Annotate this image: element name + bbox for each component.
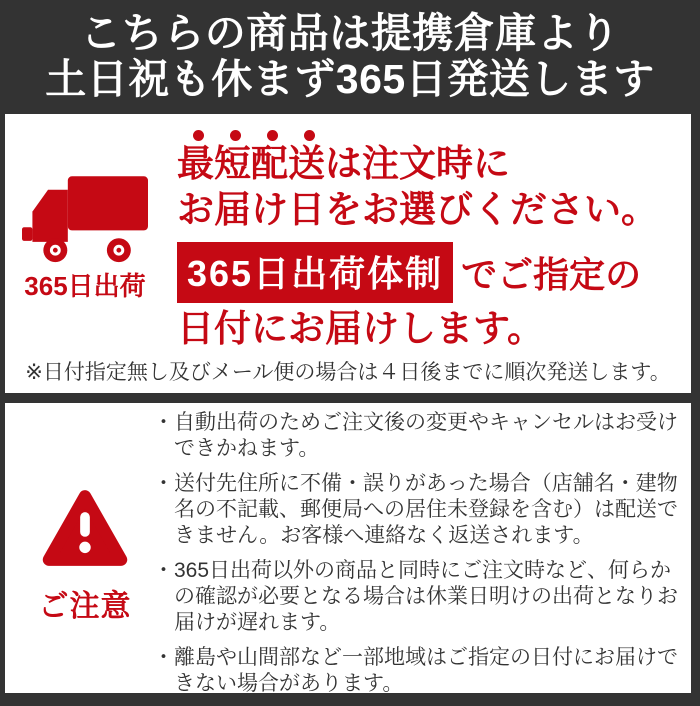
headline-line1: 最短配送は注文時に: [177, 143, 510, 184]
after-badge-text: でご指定の: [461, 254, 642, 295]
caution-item: [153, 471, 687, 549]
caution-label: ご注意: [38, 590, 132, 623]
caution-item-text: 365日出荷以外の商品と同時にご注文時など、何らかの確認が必要となる場合は休業日明けの出荷となりお届けが遅れます。: [174, 559, 678, 634]
emphasis-dot: [230, 130, 241, 141]
truck-label: 365日出荷: [24, 271, 146, 301]
caution-item-text: 自動出荷のためご注文後の変更やキャンセルはお受けできかねます。: [174, 411, 678, 460]
emphasis-dot: [267, 130, 278, 141]
top-banner: [0, 0, 700, 114]
banner-line2: 土日祝も休まず365日発送します: [45, 56, 655, 102]
shipping-panel: [5, 114, 691, 393]
caution-item: [153, 410, 687, 462]
headline-line4: 日付にお届けします。: [177, 308, 545, 349]
bullet-mark: ・: [153, 411, 174, 434]
caution-panel: [5, 403, 691, 693]
caution-block: [35, 485, 135, 625]
caution-item: [153, 558, 687, 636]
headline-line3: [177, 242, 685, 303]
bullet-mark: ・: [153, 646, 174, 669]
emphasis-dot: [304, 130, 315, 141]
caution-list: [153, 410, 687, 706]
warning-triangle-icon: [41, 485, 129, 571]
bullet-mark: ・: [153, 472, 174, 495]
banner-line1: こちらの商品は提携倉庫より: [80, 10, 620, 57]
caution-item-text: 送付先住所に不備・誤りがあった場合（店舗名・建物名の不記載、郵便局への居住未登録を含む）は配送できません。お客様へ連絡なく返送されます。: [174, 472, 678, 547]
delivery-truck-icon: [22, 176, 148, 264]
caution-item-text: 離島や山間部など一部地域はご指定の日付にお届けできない場合があります。: [174, 646, 678, 695]
shipping-note: ※日付指定無し及びメール便の場合は４日後までに順次発送します。: [25, 361, 671, 384]
bullet-mark: ・: [153, 559, 174, 582]
caution-item: [153, 645, 687, 697]
truck-block: [22, 176, 148, 303]
emphasis-dot: [193, 130, 204, 141]
emphasis-dots: [177, 128, 685, 141]
shipping-headline: [177, 128, 685, 351]
highlight-badge: 365日出荷体制: [177, 242, 453, 303]
headline-line2: お届け日をお選びください。: [177, 189, 658, 230]
